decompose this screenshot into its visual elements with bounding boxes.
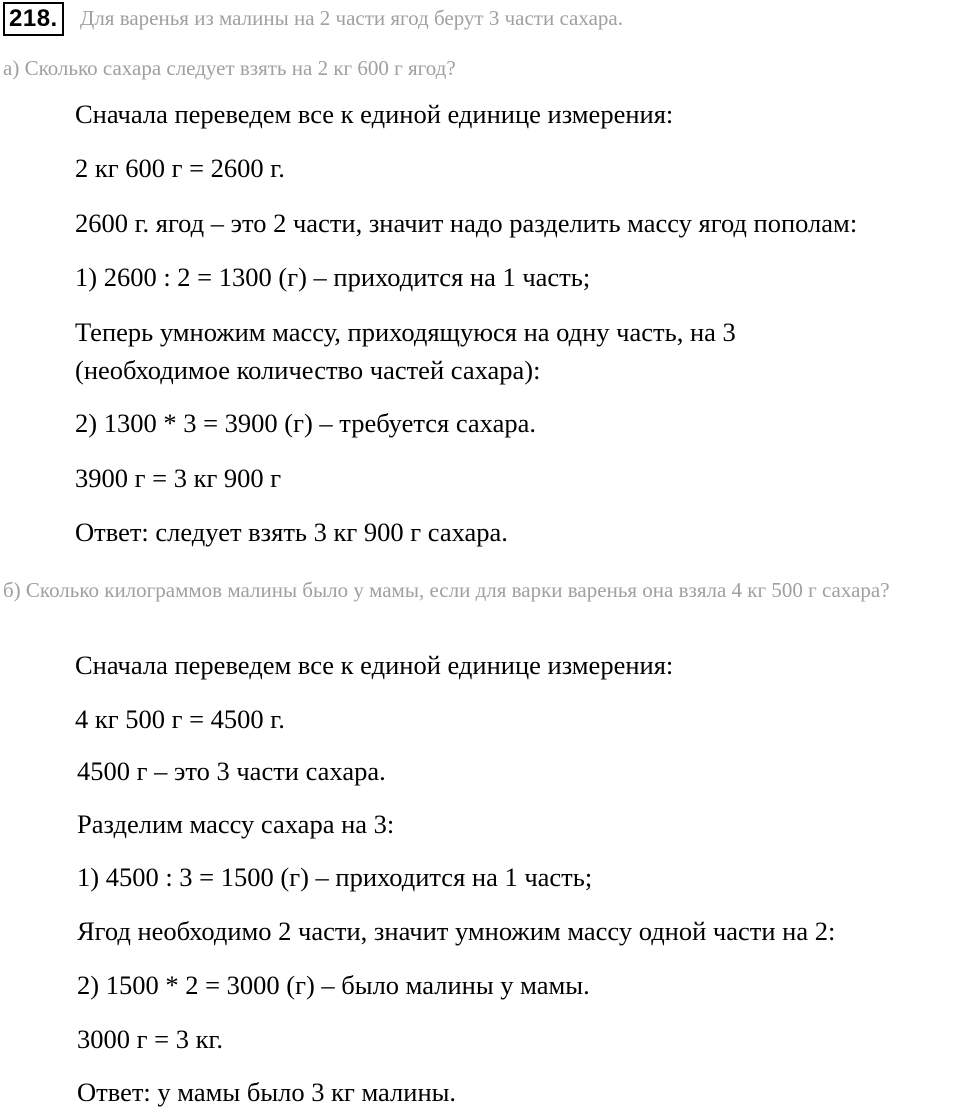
part-a-question: а) Сколько сахара следует взять на 2 кг 600 г ягод? [3,56,456,80]
part-b-line: Сначала переведем все к единой единице измерения: [75,650,674,680]
problem-statement: Для варенья из малины на 2 части ягод берут 3 части сахара. [80,6,623,30]
part-b-question: б) Сколько килограммов малины было у мамы, если для варки варенья она взяла 4 кг 500 г сахара? [3,578,890,602]
part-b-line: 3000 г = 3 кг. [77,1024,223,1054]
part-b-line: 1) 4500 : 3 = 1500 (г) – приходится на 1 часть; [77,862,593,892]
part-a-line: (необходимое количество частей сахара): [75,355,541,385]
part-a-line: Сначала переведем все к единой единице измерения: [75,99,674,129]
part-b-answer: Ответ: у мамы было 3 кг малины. [77,1077,457,1107]
part-b-line: 2) 1500 * 2 = 3000 (г) – было малины у мамы. [77,970,590,1000]
problem-number: 218. [3,2,64,36]
part-b-line: Ягод необходимо 2 части, значит умножим массу одной части на 2: [77,916,836,946]
part-a-line: 2) 1300 * 3 = 3900 (г) – требуется сахара. [75,408,536,438]
part-b-line: 4500 г – это 3 части сахара. [77,756,386,786]
part-a-line: Теперь умножим массу, приходящуюся на одну часть, на 3 [75,317,736,347]
part-a-line: 2600 г. ягод – это 2 части, значит надо разделить массу ягод пополам: [75,208,858,238]
part-b-line: Разделим массу сахара на 3: [77,809,395,839]
part-a-answer: Ответ: следует взять 3 кг 900 г сахара. [75,517,508,547]
part-a-line: 1) 2600 : 2 = 1300 (г) – приходится на 1 часть; [75,262,591,292]
part-a-line: 2 кг 600 г = 2600 г. [75,153,285,183]
part-b-line: 4 кг 500 г = 4500 г. [75,704,285,734]
part-a-line: 3900 г = 3 кг 900 г [75,463,282,493]
